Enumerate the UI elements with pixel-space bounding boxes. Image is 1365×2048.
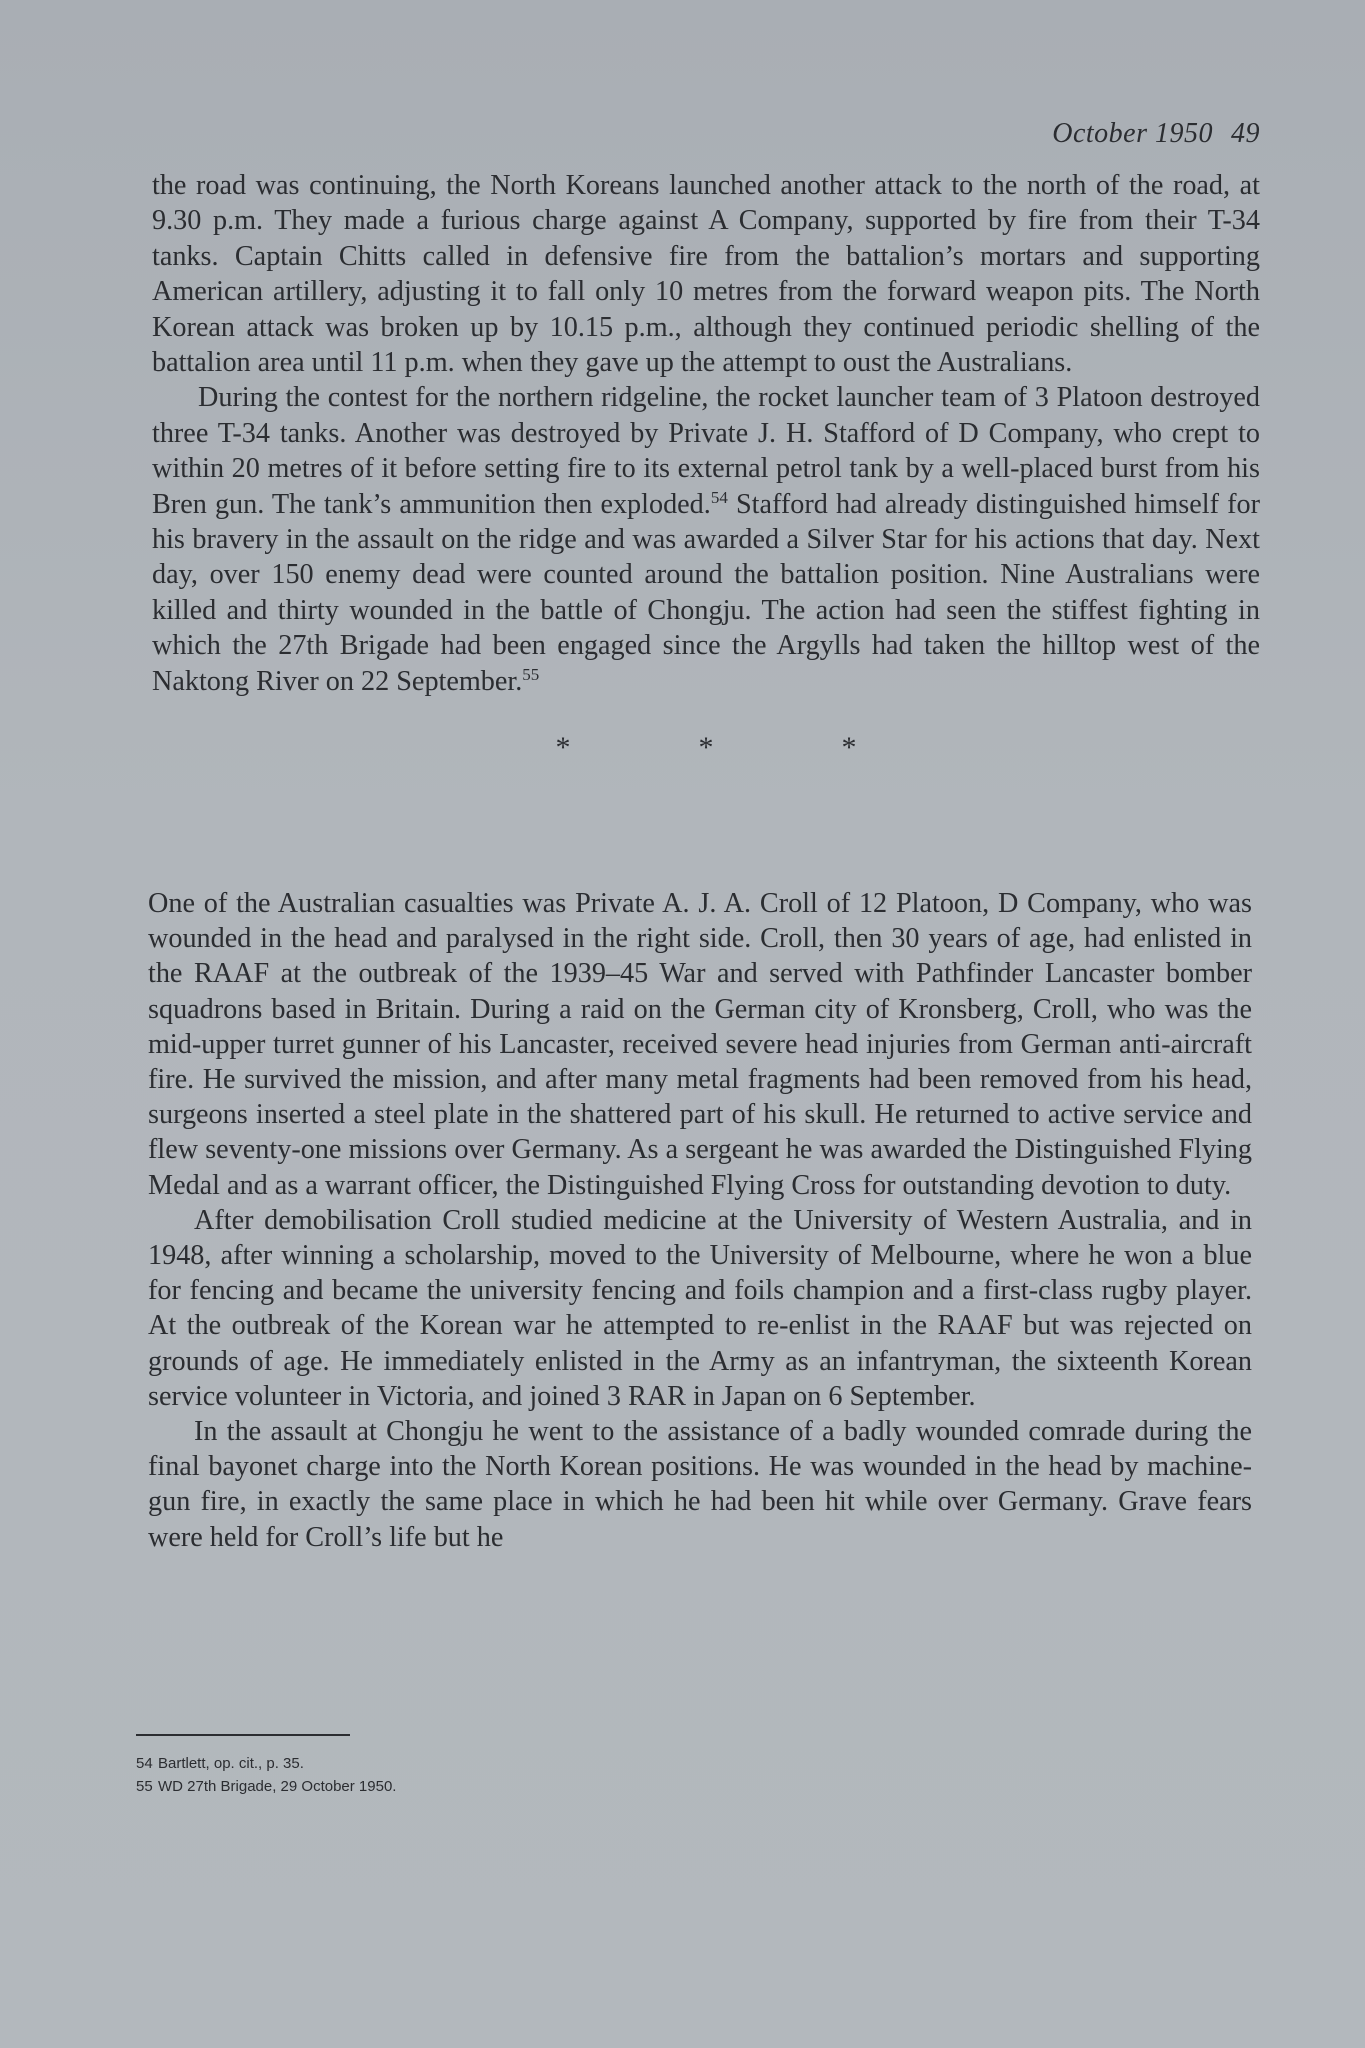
footnotes (136, 1752, 396, 1798)
footnote-ref-55[interactable]: 55 (522, 664, 540, 684)
footnote-ref-54[interactable]: 54 (710, 487, 728, 507)
footnote-text: WD 27th Brigade, 29 October 1950. (158, 1778, 397, 1795)
paragraph-croll-chongju: In the assault at Chongju he went to the assistance of a badly wounded comrade during the final bayonet charge into the North Korean positions. He was wounded in the head by machine-gun fire, in exactly the same place in which he had been hit while over Germany. Grave fears were held for Croll’s life but he (148, 1416, 1252, 1553)
footnote-54 (136, 1752, 396, 1775)
footnote-55 (136, 1775, 396, 1798)
paragraph-ridgeline (152, 380, 1260, 699)
running-head (900, 118, 1260, 150)
footnote-divider (136, 1734, 350, 1736)
separator-asterisk: * (555, 731, 571, 765)
paragraph-croll-demobilisation: After demobilisation Croll studied medicine at the University of Western Australia, and in 1948, after winning a scholarship, moved to the University of Melbourne, where he won a blue for fencing and became the university fencing and foils champion and a first-class rugby player. At the outbreak of the Korean war he attempted to re-enlist in the RAAF but was rejected on grounds of age. He immediately enlisted in the Army as an infantryman, the sixteenth Korean service volunteer in Victoria, and joined 3 RAR in Japan on 6 September. (148, 1204, 1252, 1412)
section-two (148, 886, 1252, 1555)
paragraph-ridgeline-part-2: Stafford had already distinguished himself for his bravery in the assault on the ridge and was awarded a Silver Star for his actions that day. Next day, over 150 enemy dead were counted around the battalion position. Nine Australians were killed and thirty wounded in the battle of Chongju. The action had seen the stiffest fighting in which the 27th Brigade had been engaged since the Argylls had taken the hilltop west of the Naktong River on 22 September. (152, 488, 1260, 697)
paragraph-croll-casualty: One of the Australian casualties was Private A. J. A. Croll of 12 Platoon, D Company, who was wounded in the head and paralysed in the right side. Croll, then 30 years of age, had enlisted in the RAAF at the outbreak of the 1939–45 War and served with Pathfinder Lancaster bomber squadrons based in Britain. During a raid on the German city of Kronsberg, Croll, who was the mid-upper turret gunner of his Lancaster, received severe head injuries from German anti-aircraft fire. He survived the mission, and after many metal fragments had been removed from his head, surgeons inserted a steel plate in the shattered part of his skull. He returned to active service and flew seventy-one missions over Germany. As a sergeant he was awarded the Distinguished Flying Medal and as a warrant officer, the Distinguished Flying Cross for outstanding devotion to duty. (148, 888, 1252, 1201)
footnote-number: 55 (136, 1778, 153, 1795)
running-head-title: October 1950 (1052, 118, 1213, 149)
page-number: 49 (1231, 118, 1260, 149)
paragraph-attack: the road was continuing, the North Koreans launched another attack to the north of the road, at 9.30 p.m. They made a furious charge against A Company, supported by fire from their T-34 tanks. Captain Chitts called in defensive fire from the battalion’s mortars and supporting American artillery, adjusting it to fall only 10 metres from the forward weapon pits. The North Korean attack was broken up by 10.15 p.m., although they continued periodic shelling of the battalion area until 11 p.m. when they gave up the attempt to oust the Australians. (152, 170, 1260, 379)
paragraph-ridgeline-part-1: During the contest for the northern ridgeline, the rocket launcher team of 3 Platoon destroyed three T-34 tanks. Another was destroyed by Private J. H. Stafford of D Company, who crept to within 20 metres of it before setting fire to its external petrol tank by a well-placed burst from his Bren gun. The tank’s ammunition then exploded. (152, 382, 1260, 520)
section-separator (152, 699, 1260, 793)
footnote-number: 54 (136, 1755, 153, 1772)
section-one (152, 168, 1260, 793)
separator-asterisk: * (841, 731, 857, 765)
separator-asterisk: * (698, 731, 714, 765)
footnote-text: Bartlett, op. cit., p. 35. (158, 1755, 304, 1772)
